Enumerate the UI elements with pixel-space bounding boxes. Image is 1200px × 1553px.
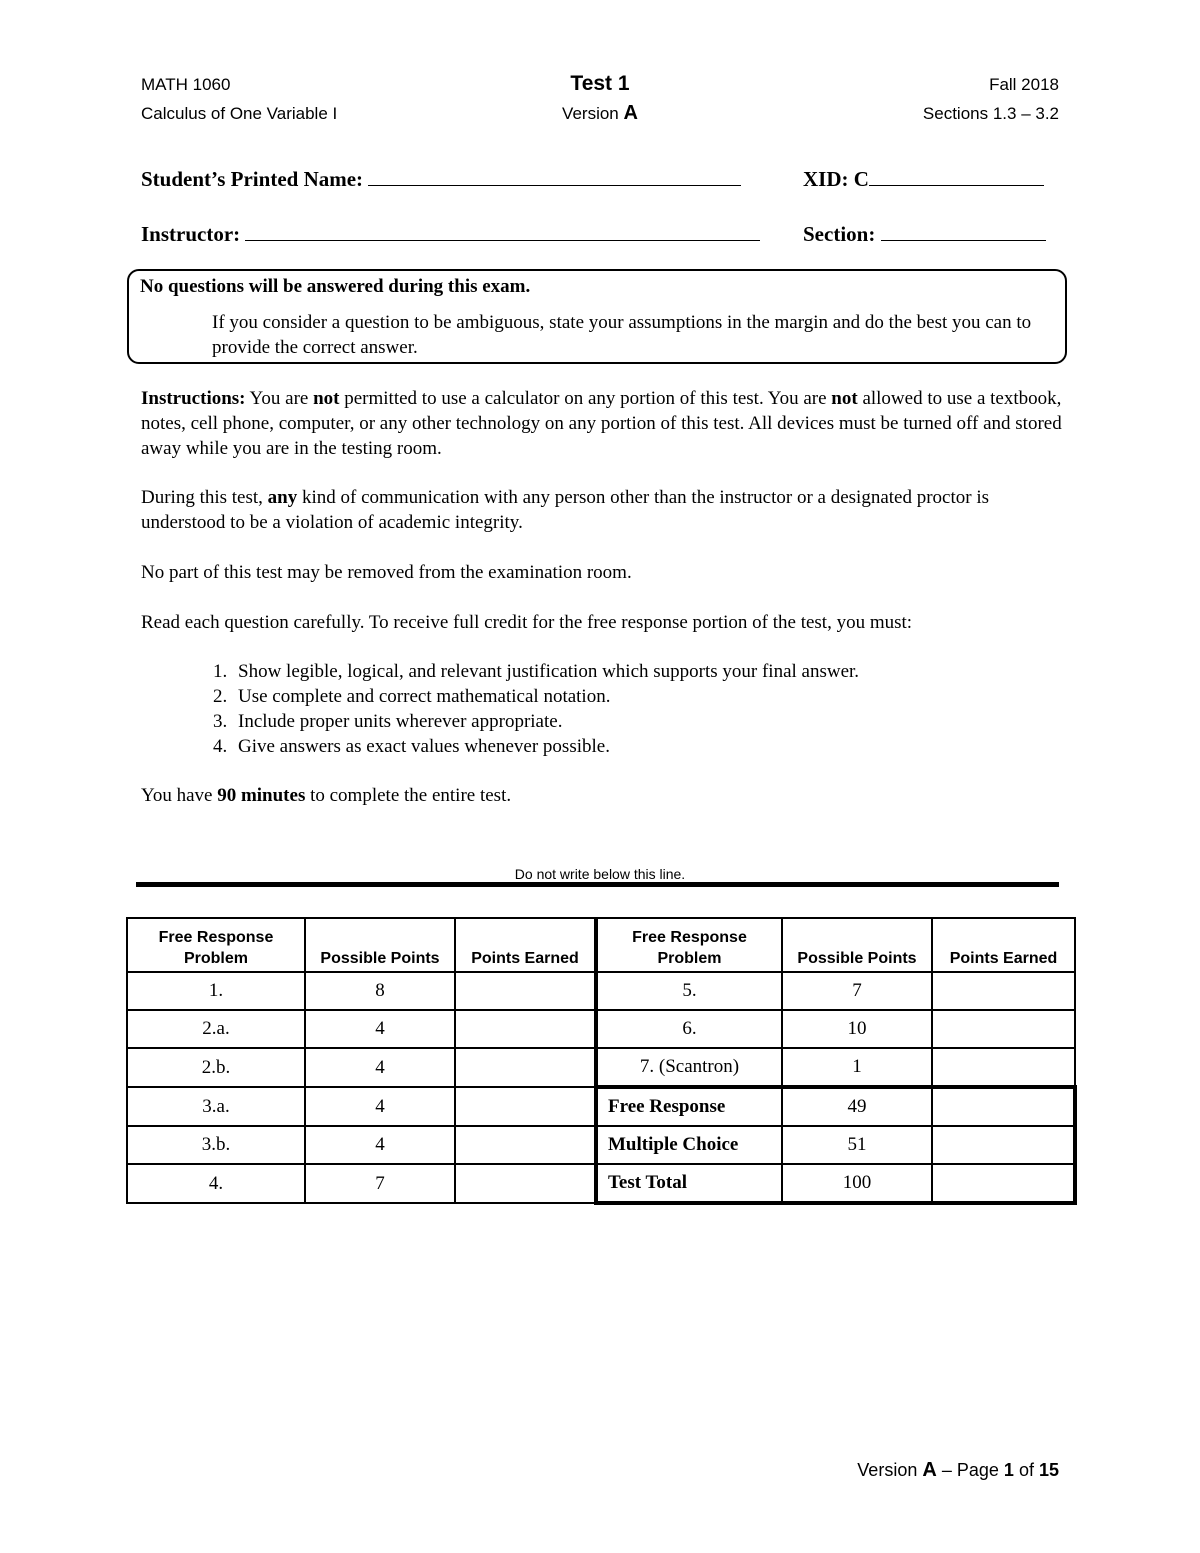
possible-cell: 4 (305, 1087, 455, 1126)
course-name: Calculus of One Variable I (141, 104, 338, 123)
version-letter: A (623, 102, 638, 124)
instructions-not-1: not (313, 388, 340, 409)
list-text: Use complete and correct mathematical notation. (238, 686, 611, 707)
course-code: MATH 1060 (141, 75, 231, 94)
footer-page-label: – Page (941, 1460, 999, 1480)
list-item (213, 659, 859, 684)
earned-cell[interactable] (455, 972, 596, 1010)
problem-cell: 1. (127, 972, 305, 1010)
possible-cell: 8 (305, 972, 455, 1010)
earned-cell[interactable] (455, 1048, 596, 1087)
footer-version-label: Version (857, 1460, 918, 1480)
sections: Sections 1.3 – 3.2 (922, 104, 1059, 123)
instructions-text-c: allowed to use a textbook, notes, cell phone, computer, or any other technology on any portion of this test. All devices must be turned off and stored away while you are in the testing room. (141, 388, 1062, 459)
problem-cell: 7. (Scantron) (596, 1048, 782, 1087)
list-number: 2. (213, 686, 228, 707)
problem-cell: 2.b. (127, 1048, 305, 1087)
removal-paragraph: No part of this test may be removed from the examination room. (141, 562, 632, 583)
divider-text: Do not write below this line. (514, 866, 686, 882)
earned-cell[interactable] (455, 1010, 596, 1048)
test-total-points: 100 (782, 1164, 932, 1203)
list-number: 1. (213, 661, 228, 682)
header-possible-left: Possible Points (305, 918, 455, 972)
header-possible-right: Possible Points (782, 918, 932, 972)
table-row (127, 1126, 1075, 1164)
header-earned-right: Points Earned (932, 918, 1075, 972)
student-name-line[interactable] (368, 167, 741, 186)
footer-page-number: 1 (1003, 1460, 1014, 1480)
possible-cell: 7 (782, 972, 932, 1010)
section-field[interactable] (803, 222, 1046, 247)
table-row (127, 1087, 1075, 1126)
free-response-total-label: Free Response (596, 1087, 782, 1126)
communication-any: any (267, 487, 298, 508)
time-text-b: to complete the entire test. (305, 785, 512, 806)
notice-body: If you consider a question to be ambiguous, state your assumptions in the margin and do the best you can to provide the correct answer. (212, 312, 1032, 358)
footer-version-letter: A (922, 1459, 937, 1481)
possible-cell: 4 (305, 1010, 455, 1048)
table-row (127, 1164, 1075, 1203)
instructor-line[interactable] (245, 222, 760, 241)
possible-cell: 1 (782, 1048, 932, 1087)
instructor-label: Instructor: (141, 222, 241, 246)
problem-cell: 4. (127, 1164, 305, 1203)
student-name-label: Student’s Printed Name: (141, 167, 364, 191)
table-row (127, 1048, 1075, 1087)
xid-field[interactable] (803, 167, 1044, 192)
list-number: 4. (213, 736, 228, 757)
communication-paragraph (141, 485, 1066, 535)
notice-title: No questions will be answered during this exam. (140, 276, 531, 297)
earned-cell[interactable] (932, 1010, 1075, 1048)
problem-cell: 6. (596, 1010, 782, 1048)
term: Fall 2018 (989, 75, 1059, 94)
earned-cell[interactable] (455, 1087, 596, 1126)
communication-text-b: kind of communication with any person other than the instructor or a designated proctor is understood to be a violation of academic integrity. (141, 487, 989, 533)
list-item (213, 734, 859, 759)
divider-line (136, 882, 1059, 887)
list-item (213, 684, 859, 709)
header-earned-left: Points Earned (455, 918, 596, 972)
table-header-row (127, 918, 1075, 972)
earned-cell[interactable] (455, 1126, 596, 1164)
test-title: Test 1 (570, 72, 630, 95)
instructions-text-b: permitted to use a calculator on any portion of this test. You are (339, 388, 832, 409)
time-limit: 90 minutes (217, 785, 306, 806)
possible-cell: 4 (305, 1126, 455, 1164)
problem-cell: 5. (596, 972, 782, 1010)
problem-cell: 3.b. (127, 1126, 305, 1164)
problem-cell: 3.a. (127, 1087, 305, 1126)
free-response-total-points: 49 (782, 1087, 932, 1126)
possible-cell: 7 (305, 1164, 455, 1203)
footer-total-pages: 15 (1038, 1460, 1059, 1480)
list-text: Show legible, logical, and relevant justification which supports your final answer. (238, 661, 860, 682)
multiple-choice-earned[interactable] (932, 1126, 1075, 1164)
section-label: Section: (803, 222, 876, 246)
multiple-choice-label: Multiple Choice (596, 1126, 782, 1164)
possible-cell: 4 (305, 1048, 455, 1087)
list-text: Include proper units wherever appropriate. (238, 711, 563, 732)
earned-cell[interactable] (932, 972, 1075, 1010)
earned-cell[interactable] (932, 1048, 1075, 1087)
requirements-list (213, 659, 859, 759)
grade-table (126, 917, 1077, 1205)
time-paragraph (141, 783, 1066, 808)
free-response-total-earned[interactable] (932, 1087, 1075, 1126)
table-row (127, 1010, 1075, 1048)
read-carefully-paragraph: Read each question carefully. To receive full credit for the free response portion of the test, you must: (141, 612, 913, 633)
problem-cell: 2.a. (127, 1010, 305, 1048)
multiple-choice-points: 51 (782, 1126, 932, 1164)
earned-cell[interactable] (455, 1164, 596, 1203)
table-row (127, 972, 1075, 1010)
xid-prefix: C (853, 167, 869, 191)
list-text: Give answers as exact values whenever possible. (238, 736, 610, 757)
instructions-text-a: You are (245, 388, 314, 409)
list-item (213, 709, 859, 734)
time-text-a: You have (141, 785, 218, 806)
test-total-earned[interactable] (932, 1164, 1075, 1203)
instructions-not-2: not (831, 388, 858, 409)
instructor-field[interactable] (141, 222, 760, 247)
header-problem-left: Free Response Problem (127, 918, 305, 972)
instructions-paragraph (141, 386, 1066, 461)
list-number: 3. (213, 711, 228, 732)
student-name-field[interactable] (141, 167, 741, 192)
communication-text-a: During this test, (141, 487, 268, 508)
footer-of-label: of (1018, 1460, 1034, 1480)
xid-label: XID: (803, 167, 849, 191)
header-problem-right: Free Response Problem (596, 918, 782, 972)
version-label: Version (562, 104, 619, 123)
page-footer (857, 1459, 1059, 1482)
possible-cell: 10 (782, 1010, 932, 1048)
section-line[interactable] (881, 222, 1046, 241)
instructions-label: Instructions: (141, 388, 246, 409)
xid-line[interactable] (869, 167, 1044, 186)
test-total-label: Test Total (596, 1164, 782, 1203)
